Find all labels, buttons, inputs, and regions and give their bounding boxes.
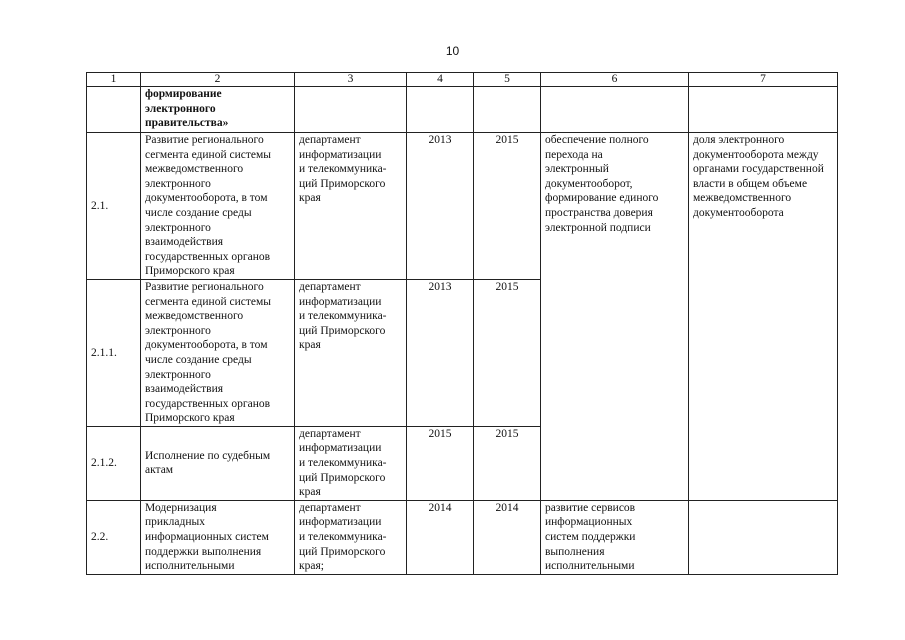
- header-col-5: 5: [474, 73, 541, 87]
- intro-indicator-cell: [689, 87, 838, 133]
- target-indicator: [689, 500, 838, 574]
- intro-start-cell: [407, 87, 474, 133]
- start-year: 2015: [407, 426, 474, 500]
- program-table: [86, 72, 838, 575]
- intro-title: формирование электронного правительства»: [141, 87, 295, 133]
- end-year: 2015: [474, 133, 541, 280]
- row-number: 2.1.: [87, 133, 141, 280]
- header-col-7: 7: [689, 73, 838, 87]
- intro-row: [87, 87, 838, 133]
- row-number: 2.2.: [87, 500, 141, 574]
- activity-name: Развитие регионального сегмента единой системы межведомственного электронного документооборота, в том числе создание среды электронного взаимодействия государственных органов Приморского края: [141, 133, 295, 280]
- page-number: 10: [445, 44, 460, 58]
- header-col-6: 6: [541, 73, 689, 87]
- start-year: 2013: [407, 279, 474, 426]
- intro-executor-cell: [295, 87, 407, 133]
- executor: департамент информатизации и телекоммуника- ций Приморского края: [295, 426, 407, 500]
- activity-name: Развитие регионального сегмента единой системы межведомственного электронного документооборота, в том числе создание среды электронного взаимодействия государственных органов Приморского края: [141, 279, 295, 426]
- executor: департамент информатизации и телекоммуника- ций Приморского края: [295, 279, 407, 426]
- intro-result-cell: [541, 87, 689, 133]
- start-year: 2014: [407, 500, 474, 574]
- header-col-4: 4: [407, 73, 474, 87]
- header-col-2: 2: [141, 73, 295, 87]
- row-number: 2.1.1.: [87, 279, 141, 426]
- intro-num-cell: [87, 87, 141, 133]
- target-indicator: доля электронного документооборота между органами государственной власти в общем объеме межведомственного документооборота: [689, 133, 838, 501]
- expected-result: развитие сервисов информационных систем поддержки выполнения исполнительными: [541, 500, 689, 574]
- end-year: 2015: [474, 279, 541, 426]
- expected-result: обеспечение полного перехода на электронный документооборот, формирование единого пространства доверия электронной подписи: [541, 133, 689, 501]
- executor: департамент информатизации и телекоммуника- ций Приморского края: [295, 133, 407, 280]
- header-col-3: 3: [295, 73, 407, 87]
- row-number: 2.1.2.: [87, 426, 141, 500]
- start-year: 2013: [407, 133, 474, 280]
- executor: департамент информатизации и телекоммуника- ций Приморского края;: [295, 500, 407, 574]
- activity-name: Модернизация прикладных информационных систем поддержки выполнения исполнительными: [141, 500, 295, 574]
- header-col-1: 1: [87, 73, 141, 87]
- table-row-2-1: [87, 133, 838, 280]
- end-year: 2015: [474, 426, 541, 500]
- table-row-2-2: [87, 500, 838, 574]
- header-row: [87, 73, 838, 87]
- activity-name: Исполнение по судебным актам: [141, 426, 295, 500]
- end-year: 2014: [474, 500, 541, 574]
- intro-end-cell: [474, 87, 541, 133]
